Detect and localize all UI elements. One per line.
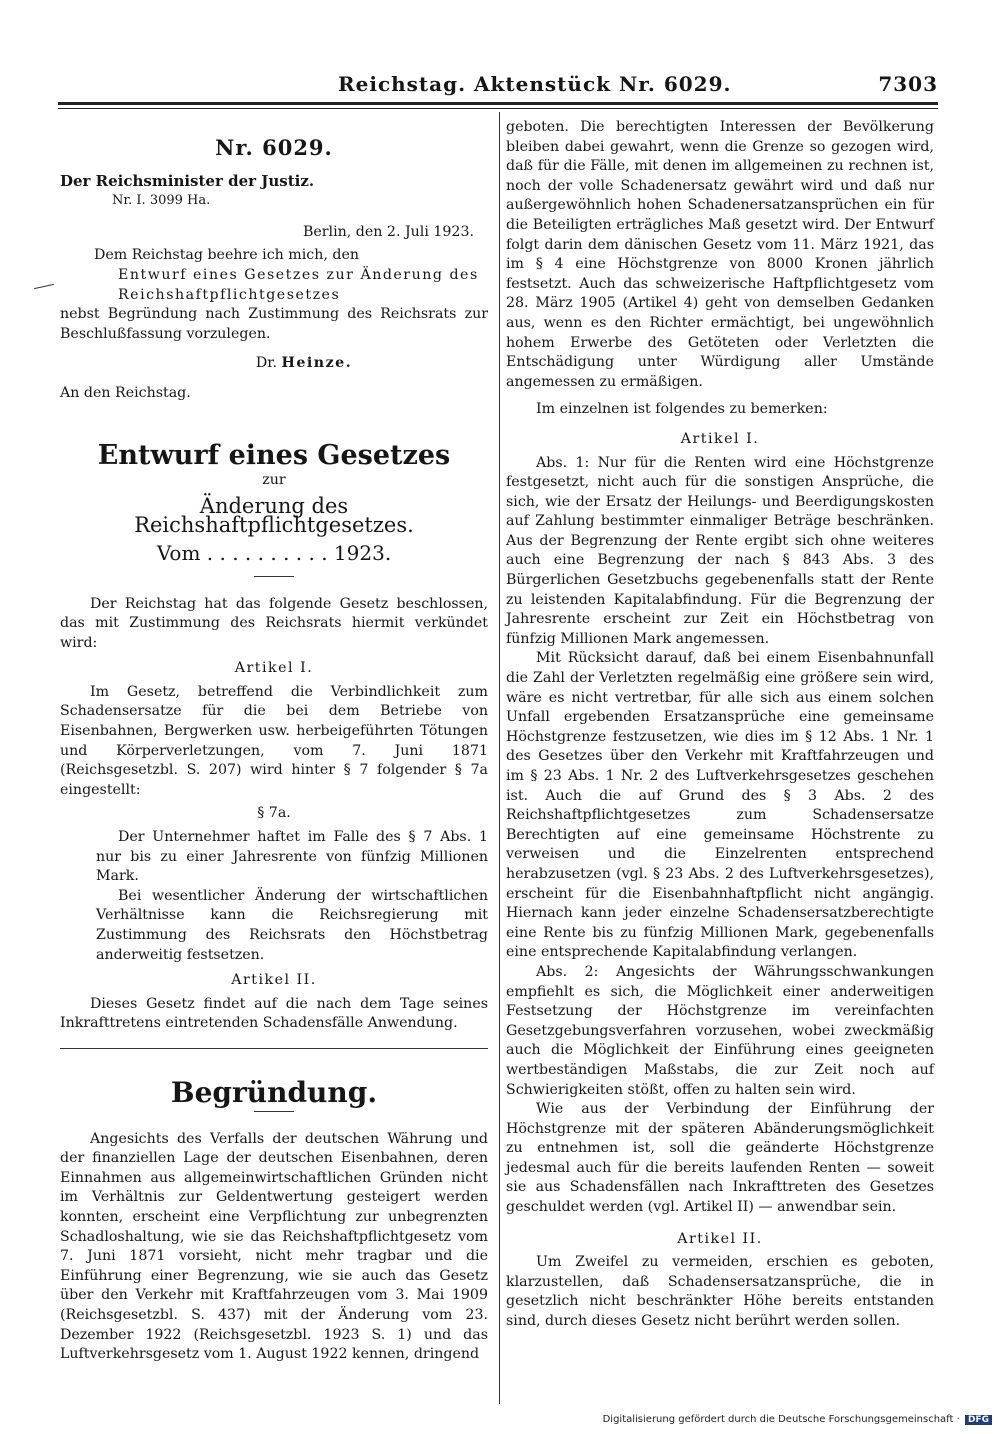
greeting: Dem Reichstag beehre ich mich, den bbox=[94, 247, 360, 264]
addressee: An den Reichstag. bbox=[60, 384, 191, 401]
draft-title-line-1: Entwurf eines Gesetzes zur Änderung des bbox=[118, 266, 479, 283]
column-divider bbox=[499, 112, 500, 1404]
law-title: Entwurf eines Gesetzes bbox=[97, 439, 451, 471]
reason-article-2-text: Um Zweifel zu vermeiden, erschien es geboten, klarzustellen, daß Schadensersatzansprüche, die in gesetzlich nicht beschränkter Höhe bereits entstanden sind, durch dieses Gesetz nicht berührt werden sollen. bbox=[506, 1254, 934, 1330]
article-1-text: Im Gesetz, betreffend die Verbindlichkeit zum Schadensersatze für die bei dem Betriebe von Eisenbahnen, Bergwerken usw. herbeigeführten Tötungen und Körperverletzungen, vom 7. Juni 1871 (Reichsgesetzbl. S. 207) wird hinter § 7 folgender § 7a eingestellt: bbox=[60, 683, 488, 798]
reason-article-2-heading: Artikel II. bbox=[677, 1230, 763, 1247]
details-intro: Im einzelnen ist folgendes zu bemerken: bbox=[536, 401, 828, 418]
begruendung-title: Begründung. bbox=[170, 1075, 378, 1109]
submission-text: nebst Begründung nach Zustimmung des Reichsrats zur Beschlußfassung vorzulegen. bbox=[60, 306, 488, 342]
law-subtitle: Änderung des Reichshaftpflichtgesetzes. bbox=[134, 493, 414, 538]
running-head bbox=[58, 66, 938, 100]
right-column bbox=[506, 118, 934, 1332]
footer-text: Digitalisierung gefördert durch die Deutsche Forschungsgemeinschaft · bbox=[602, 1414, 960, 1425]
enactment-clause: Der Reichstag hat das folgende Gesetz beschlossen, das mit Zustimmung des Reichsrats hiermit verkündet wird: bbox=[60, 595, 488, 651]
left-column bbox=[60, 118, 488, 1365]
divider bbox=[254, 1111, 294, 1112]
draft-title-line-2: Reichshaftpflichtgesetzes bbox=[118, 286, 341, 303]
document-number: Nr. 6029. bbox=[215, 135, 333, 160]
section-7a-paragraph-1: Der Unternehmer haftet im Falle des § 7 Abs. 1 nur bis zu einer Jahresrente von fünfzig Millionen Mark. bbox=[96, 829, 488, 885]
begruendung-paragraph-1: Angesichts des Verfalls der deutschen Währung und der finanziellen Lage der deutschen Eisenbahnen, deren Einnahmen aus allgemeinwirtschaftlichen Gründen nicht im Verhältnis zur Geldentwertung gesteigert werden konnten, erscheint eine Verpflichtung zur unbegrenzten Schadloshaltung, wie sie das Reichshaftpflichtgesetz vom 7. Juni 1871 vorsieht, nicht mehr tragbar und die Einführung einer Begrenzung, wie sie auch das Gesetz über den Verkehr mit Kraftfahrzeugen vom 3. Mai 1909 (Reichsgesetzbl. S. 437) mit der Änderung vom 23. Dezember 1922 (Reichsgesetzbl. 1923 S. 1) und das Luftverkehrsgesetz vom 1. August 1922 kennen, dringend bbox=[60, 1130, 488, 1363]
dfg-logo-icon: DFG bbox=[965, 1415, 992, 1425]
sender: Der Reichsminister der Justiz. bbox=[60, 171, 315, 190]
article-2-text: Dieses Gesetz findet auf die nach dem Tage seines Inkrafttretens eintretenden Schadensfälle Anwendung. bbox=[60, 995, 488, 1032]
reference-number: Nr. I. 3099 Ha. bbox=[112, 193, 211, 209]
signature bbox=[60, 354, 488, 374]
signature-prefix: Dr. bbox=[255, 355, 277, 372]
signature-name: Heinze. bbox=[281, 355, 353, 372]
section-rule bbox=[60, 1048, 488, 1049]
reason-abs-2: Abs. 2: Angesichts der Währungsschwankungen empfiehlt es sich, die Möglichkeit einer anderweitigen Festsetzung der Höchstgrenze im vereinfachten Gesetzgebungsverfahren vorzusehen, wobei zweckmäßig auch die Möglichkeit der Einführung eines geeigneten wertbeständigen Maßstabs, die zur Zeit noch auf Schwierigkeiten stößt, offen zu halten sein wird. bbox=[506, 963, 934, 1098]
article-2-heading: Artikel II. bbox=[231, 972, 317, 989]
header-rule bbox=[58, 102, 938, 109]
section-7a-heading: § 7a. bbox=[257, 805, 291, 822]
begruendung-continuation: geboten. Die berechtigten Interessen der Bevölkerung bleiben dabei gewahrt, wenn die Grenze so gezogen wird, daß für die Fälle, mit denen im allgemeinen zu rechnen ist, noch der volle Schadenersatz gewährt wird und daß nur außergewöhnlich hohen Schadenersatzansprüchen ein für die Beteiligten erträgliches Maß gesetzt wird. Der Entwurf folgt darin dem dänischen Gesetz vom 11. März 1921, das im § 4 eine Höchstgrenze von 8000 Kronen jährlich festsetzt. Auch das schweizerische Haftpflichtgesetz vom 28. März 1905 (Artikel 4) geht von demselben Gedanken aus, wenn es den Richter ermächtigt, bei ungewöhnlich hohem Erwerbe des Getöteten oder Verletzten die Entschädigung unter Würdigung aller Umstände angemessen zu ermäßigen. bbox=[506, 119, 934, 390]
divider bbox=[254, 576, 294, 577]
law-zur: zur bbox=[262, 472, 286, 489]
section-7a-paragraph-2: Bei wesentlicher Änderung der wirtschaftlichen Verhältnisse kann die Reichsregierung mit Zustimmung des Reichsrats den Höchstbetrag anderweitig festsetzen. bbox=[96, 887, 488, 963]
section-7a-body bbox=[60, 828, 488, 965]
page-number: 7303 bbox=[878, 72, 938, 96]
document-page bbox=[58, 66, 938, 1363]
reason-abs-2-continued: Wie aus der Verbindung der Einführung der Höchstgrenze mit der späteren Abänderungsmöglichkeit zu entnehmen ist, soll die geänderte Höchstgrenze jedesmal auch für die bereits laufenden Renten — soweit sie aus Schadensfällen nach Inkrafttreten des Gesetzes geschuldet werden (vgl. Artikel II) — anwendbar sein. bbox=[506, 1101, 934, 1216]
law-date: Vom . . . . . . . . . . 1923. bbox=[156, 540, 392, 565]
reason-abs-1: Abs. 1: Nur für die Renten wird eine Höchstgrenze festgesetzt, nicht auch für die sonstigen Ansprüche, die sich, wie der Ersatz der Heilungs- und Beerdigungskosten auf Zahlung bestimmter einmaliger Beträge beschränken. Aus der Begrenzung der Rente ergibt sich ohne weiteres auch eine Begrenzung der nach § 843 Abs. 3 des Bürgerlichen Gesetzbuchs gegebenenfalls statt der Rente zu leistenden Kapitalabfindung. Für die Begrenzung der Jahresrente erscheint zur Zeit ein Höchstbetrag von fünfzig Millionen Mark angemessen. bbox=[506, 454, 934, 647]
reason-article-1-heading: Artikel I. bbox=[680, 430, 760, 447]
article-1-heading: Artikel I. bbox=[234, 660, 314, 677]
footer bbox=[603, 1414, 992, 1425]
margin-mark bbox=[34, 284, 54, 289]
reason-abs-1-continued: Mit Rücksicht darauf, daß bei einem Eisenbahnunfall die Zahl der Verletzten regelmäßig eine größere sein wird, wäre es nicht vertretbar, für alle sich aus einem solchen Unfall ergebenden Ersatzansprüche eine gemeinsame Höchstgrenze festzusetzen, wie dies im § 12 Abs. 1 Nr. 1 des Gesetzes über den Verkehr mit Kraftfahrzeugen und im § 23 Abs. 1 Nr. 2 des Luftverkehrsgesetzes geschehen ist. Auch die auf Grund des § 3 Abs. 2 des Reichshaftpflichtgesetzes zum Schadensersatze Berechtigten auf eine gemeinsame Höchstrente zu verweisen und die Einzelrenten entsprechend herabzusetzen (vgl. § 23 Abs. 2 des Luftverkehrsgesetzes), erscheint für die Eisenbahnhaftpflicht nicht angängig. Hiernach kann jeder einzelne Schadensersatzberechtigte eine Rente bis zu fünfzig Millionen Mark, gegebenenfalls eine entsprechende Kapitalabfindung verlangen. bbox=[506, 650, 934, 961]
running-title: Reichstag. Aktenstück Nr. 6029. bbox=[338, 72, 732, 96]
place-date: Berlin, den 2. Juli 1923. bbox=[302, 223, 474, 240]
